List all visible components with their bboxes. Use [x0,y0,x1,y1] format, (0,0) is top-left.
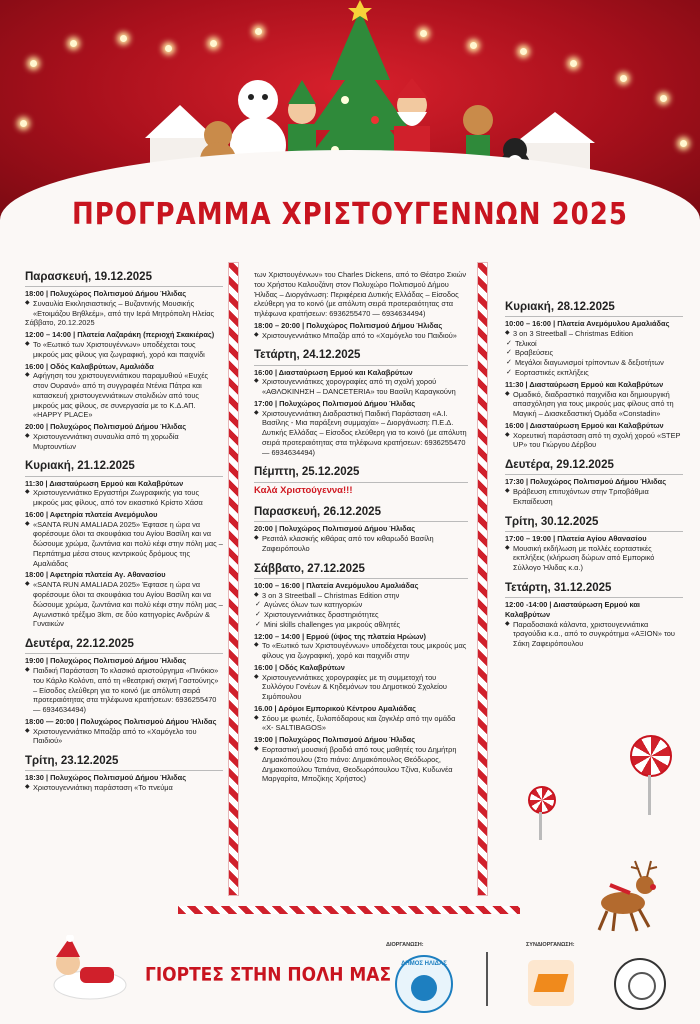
event-time-location: 19:00 | Πολυχώρος Πολιτισμού Δήμου Ήλιδας [254,735,416,745]
event-description: ◆ Χριστουγεννιάτικες χορογραφίες από τη σχολή χορού «ΑΘΛΟΚΙΝΗΣΗ – DANCETERIA» του Βασίλη Καραγκούνη [254,377,468,397]
event-time-location: 18:30 | Πολυχώρος Πολιτισμού Δήμου Ήλιδας [25,773,187,783]
event-description: ◆ Χριστουγεννιάτικο Μπαζάρ από το «Χαμόγελο του Παιδιού» [254,331,468,341]
lollipop-stick [539,812,542,840]
event-description: ◆ «SANTA RUN AMALIADA 2025» Έφτασε η ώρα να φορέσουμε όλοι τα σκουφάκια του Αγίου Βασίλη και να δώσουμε χρώμα, ζωντάνια και πολύ κέφι στην πόλη μας – Περπάτημα μέσα στους κεντρικούς δρόμους της Αμαλιάδας [25,520,223,569]
lollipop-icon [630,735,672,777]
day-heading: Κυριακή, 21.12.2025 [25,459,223,476]
event-time-location: 18:00 — 20:00 | Πολυχώρος Πολιτισμού Δήμου Ήλιδας [25,716,217,726]
event-time-location: 17:00 | Πολυχώρος Πολιτισμού Δήμου Ήλιδας [254,398,416,408]
event-description: ◆ Αφήγηση του χριστουγεννιάτικου παραμυθιού «Ευχές στον Ουρανό» από τη συγγραφέα Ντένια Πάτρα και κατασκευή χριστουγεννιάτικων στολιδιών από τους μικρούς μας φίλους, σε συνεργασία με το Κ.Δ.ΑΠ. «HAPPY PLACE» [25,371,223,420]
event-description: ◆ «SANTA RUN AMALIADA 2025» Έφτασε η ώρα να φορέσουμε όλοι τα σκουφάκια του Αγίου Βασίλη και να δώσουμε χρώμα, ζωντάνια και πολύ κέφι στην πόλη μας – Αγωνιστικό τρέξιμο 3km, σε δύο κατηγορίες Ανδρών & Γυναικών [25,580,223,629]
event-description: ◆ Χριστουγεννιάτικη Διαδραστική Παιδική Παράσταση «Α.Ι. Βασίλης - Μια παράξενη συμμαχία» – Διοργάνωση: Π.Ε.Δ. Δυτικής Ελλάδας – Είσοδος ελεύθερη για το κοινό (με απόλυτη σειρά προτεραιότητας στα τηλέφωνα κρατήσεων: 6936255470 — 6934634494) [254,409,468,458]
event-time-location: 18:00 – 20:00 | Πολυχώρος Πολιτισμού Δήμου Ήλιδας [254,320,443,330]
co-organizer-label: ΣΥΝΔΙΟΡΓΑΝΩΣΗ: [526,942,575,948]
santa-sleeping-icon [40,935,130,1005]
christmas-greeting: Καλά Χριστούγεννα!!! [254,484,353,496]
event-time-location: 11:30 | Διασταύρωση Ερμού και Καλαβρύτων [505,379,664,389]
event-description: ◆ 3 on 3 Streetball – Christmas Edition [505,329,683,339]
event-time-location: 19:00 | Πολυχώρος Πολιτισμού Δήμου Ήλιδας [25,656,187,666]
municipality-logo [395,955,453,1013]
event-description: ◆ Ρεσιτάλ κλασικής κιθάρας από τον κιθαρωδό Βασίλη Ζαφειρόπουλο [254,534,468,554]
day-heading: Τετάρτη, 24.12.2025 [254,348,468,365]
event-description: ◆ Χριστουγεννιάτικες χορογραφίες με τη συμμετοχή του Συλλόγου Γονέων & Κηδεμόνων του Δημοτικού Σχολείου Σιμόπουλου [254,673,468,702]
event-time-location: 11:30 | Διασταύρωση Ερμού και Καλαβρύτων [25,478,184,488]
event-time-location: 18:00 | Πολυχώρος Πολιτισμού Δήμου Ήλιδας [25,289,187,299]
event-time-location: 16.00 | Δρόμοι Εμπορικού Κέντρου Αμαλιάδας [254,703,416,713]
event-time-location: 20:00 | Πολυχώρος Πολιτισμού Δήμου Ήλιδας [254,524,416,534]
checklist-item: ✓ Χριστουγεννιάτικες δραστηριότητες [254,610,468,620]
event-description: ◆ Χορευτική παράσταση από τη σχολή χορού «STEP UP» του Γιώργου Δέρβου [505,431,683,451]
municipality-logo-text: ΔΗΜΟΣ ΗΛΙΔΑΣ [401,961,447,967]
candy-cane-divider-bottom [178,906,520,914]
event-time-location: 12:00 – 14:00 | Ερμού (ύψος της πλατεία Ηρώων) [254,631,426,641]
event-time-location: 12:00 – 14:00 | Πλατεία Λαζαράκη (περιοχή Σκακιέρας) [25,330,215,340]
event-time-location: 18:00 | Αφετηρία πλατεία Αγ. Αθανασίου [25,570,166,580]
lollipop-stick [648,775,651,815]
schedule-column-2 [254,270,468,784]
event-description: ◆ Παραδοσιακά κάλαντα, χριστουγεννιάτικα τραγούδια κ.α., από το συγκρότημα «ΑΞΙΟΝ» του Σάκη Ζαφειρόπουλου [505,620,683,649]
checklist-item: ✓ Τελικοί [505,339,683,349]
event-description: ◆ Ομαδικό, διαδραστικό παιχνίδια και δημιουργική απασχόληση για τους μικρούς μας φίλους από τη Μαγική – Διασκεδαστική Ομάδα «Constadin» [505,390,683,419]
checklist-item: ✓ Αγώνες όλων των κατηγοριών [254,600,468,610]
event-description: ◆ Χριστουγεννιάτικο Εργαστήρι Ζωγραφικής για τους μικρούς μας φίλους, από τον εικαστικό Κρίστο Χάσα [25,488,223,508]
reindeer-icon [585,855,665,935]
day-heading: Πέμπτη, 25.12.2025 [254,465,468,482]
event-description: ◆ 3 on 3 Streetball – Christmas Edition στην [254,591,468,601]
event-note: Σάββατο, 20.12.2025 [25,318,95,328]
event-description: ◆ Παιδική Παράσταση Το κλασικό αριστούργημα «Πινόκιο» του Κάρλο Κολόντι, από τη «θεατρική σκηνή Γαστούνης» – Είσοδος ελεύθερη για το κοινό (με απόλυτη σειρά προτεραιότητας στα τηλέφωνα κρατήσεων: 6936255470 — 6934634494) [25,666,223,715]
event-description: ◆ Χριστουγεννιάτικη συναυλία από τη χορωδία Μυρτουντίων [25,432,223,452]
event-time-location: 17:00 – 19:00 | Πλατεία Αγίου Αθανασίου [505,533,647,543]
event-description-continued: των Χριστουγέννων» του Charles Dickens, από το Θέατρο Σκιών του Χρήστου Καλουζάνη στον Πολυχώρο Πολιτισμού Δήμου Ήλιδας – Διοργάνωση: Περιφέρεια Δυτικής Ελλάδας – Είσοδος ελεύθερη για το κοινό (με απόλυτη σειρά προτεραιότητας στα τηλέφωνα κρατήσεων: 6936255470 — 6934634494) [254,270,467,319]
event-description: ◆ Χριστουγεννιάτικο Μπαζάρ από το «Χαμόγελο του Παιδιού» [25,727,223,747]
day-heading: Τρίτη, 30.12.2025 [505,515,683,532]
event-time-location: 20:00 | Πολυχώρος Πολιτισμού Δήμου Ήλιδας [25,422,187,432]
lollipop-icon [528,786,556,814]
event-description: ◆ Εορταστική μουσική βραδιά από τους μαθητές του Δημήτρη Δημακόπουλου (Στο πιάνο: Δημακόπουλος Θεόδωρος, Δημακοπούλου Τατιάνα, Θεοδωρόπουλου Τζίνα, Κυδωνέα Μαργαρίτα, Μποζίκης Χρήστος) [254,745,468,784]
checklist-item: ✓ Mini skills challenges για μικρούς αθλητές [254,620,468,630]
event-time-location: 16:00 | Οδός Καλαβρύτων [254,662,345,672]
event-description: ◆ Μουσική εκδήλωση με πολλές εορταστικές εκπλήξεις (κλήρωση δώρων από Εμπορικό Σύλλογο Ήλιδας κ.α.) [505,544,683,573]
co-organizer-logo-2 [614,958,666,1010]
event-time-location: 16:00 | Οδός Καλαβρύτων, Αμαλιάδα [25,361,154,371]
page-title: ΠΡΟΓΡΑΜΜΑ ΧΡΙΣΤΟΥΓΕΝΝΩΝ 2025 [72,197,628,233]
event-description: ◆ Το «Εωτικό των Χριστουγέννων» υποδέχεται τους μικρούς μας φίλους για ζωγραφική, χορό και παιχνίδι [25,340,223,360]
event-time-location: 10:00 – 16:00 | Πλατεία Ανεμόμυλου Αμαλιάδας [505,319,670,329]
co-organizer-logo-1 [528,960,574,1006]
event-time-location: 12:00 -14:00 | Διασταύρωση Ερμού και Καλαβρύτων [505,600,640,619]
candy-cane-divider-left [228,262,239,896]
organizer-label: ΔΙΟΡΓΑΝΩΣΗ: [386,942,424,948]
event-description: ◆ Το «Εωτικό των Χριστουγέννων» υποδέχεται τους μικρούς μας φίλους για ζωγραφική, χορό και παιχνίδι στην [254,641,468,661]
day-heading: Τρίτη, 23.12.2025 [25,754,223,771]
checklist-item: ✓ Μεγάλοι διαγωνισμοί τρίποντων & δεξιοτήτων [505,358,683,368]
event-time-location: 16:00 | Διασταύρωση Ερμού και Καλαβρύτων [505,420,664,430]
event-description: ◆ Χριστουγεννιάτικη παράσταση «Το πνεύμα [25,783,223,793]
day-heading: Τετάρτη, 31.12.2025 [505,581,683,598]
schedule-column-3 [505,300,683,649]
schedule-column-1 [25,270,223,793]
event-time-location: 16:00 | Διασταύρωση Ερμού και Καλαβρύτων [254,367,413,377]
day-heading: Δευτέρα, 22.12.2025 [25,637,223,654]
footer-slogan: ΓΙΟΡΤΕΣ ΣΤΗΝ ΠΟΛΗ ΜΑΣ [145,964,392,986]
event-description: ◆ Συναυλία Εκκλησιαστικής – Βυζαντινής Μουσικής «Ετοιμάζου Βηθλεέμ», από την Ιερά Μητρόπολη Ηλείας [25,299,223,319]
event-time-location: 10:00 – 16:00 | Πλατεία Ανεμόμυλου Αμαλιάδας [254,580,419,590]
day-heading: Παρασκευή, 26.12.2025 [254,505,468,522]
checklist-item: ✓ Βραβεύσεις [505,348,683,358]
day-heading: Δευτέρα, 29.12.2025 [505,458,683,475]
candy-cane-divider-right [477,262,488,896]
hero-banner [0,0,700,220]
day-heading: Κυριακή, 28.12.2025 [505,300,683,317]
checklist-item: ✓ Εορταστικές εκπλήξεις [505,368,683,378]
event-description: ◆ Σόου με φωτιές, ξυλοπόδαρους και ζογκλέρ από την ομάδα «X- SALTIBAGOS» [254,714,468,734]
footer-divider [486,952,488,1006]
day-heading: Παρασκευή, 19.12.2025 [25,270,223,287]
event-time-location: 17:30 | Πολυχώρος Πολιτισμού Δήμου Ήλιδας [505,477,667,487]
day-heading: Σάββατο, 27.12.2025 [254,562,468,579]
event-description: ◆ Βράβευση επιτυχόντων στην Τριτοβάθμια Εκπαίδευση [505,487,683,507]
event-time-location: 16:00 | Αφετηρία πλατεία Ανεμόμυλου [25,509,158,519]
